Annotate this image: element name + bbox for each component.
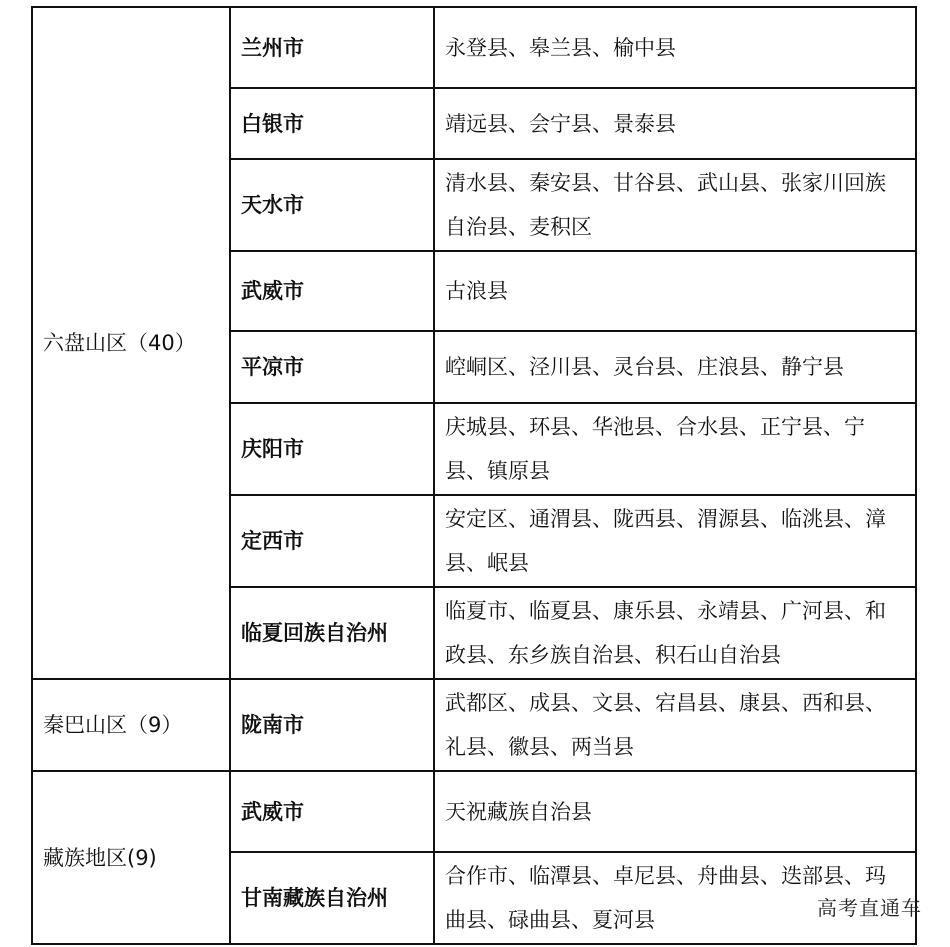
city-cell: 天水市	[230, 159, 434, 251]
city-cell: 庆阳市	[230, 403, 434, 495]
county-list-cell: 靖远县、会宁县、景泰县	[434, 88, 916, 159]
county-list-cell: 安定区、通渭县、陇西县、渭源县、临洮县、漳县、岷县	[434, 495, 916, 587]
poverty-county-table	[31, 6, 917, 945]
county-list-cell: 庆城县、环县、华池县、合水县、正宁县、宁县、镇原县	[434, 403, 916, 495]
city-cell: 兰州市	[230, 7, 434, 88]
region-cell: 六盘山区（40）	[32, 7, 230, 679]
city-cell: 甘南藏族自治州	[230, 852, 434, 944]
county-list-cell: 天祝藏族自治县	[434, 771, 916, 852]
county-list-cell: 合作市、临潭县、卓尼县、舟曲县、迭部县、玛曲县、碌曲县、夏河县	[434, 852, 916, 944]
city-cell: 定西市	[230, 495, 434, 587]
county-list-cell: 古浪县	[434, 251, 916, 331]
city-cell: 武威市	[230, 251, 434, 331]
table-row	[32, 7, 916, 88]
county-list-cell: 武都区、成县、文县、宕昌县、康县、西和县、礼县、徽县、两当县	[434, 679, 916, 771]
table-row	[32, 679, 916, 771]
city-cell: 白银市	[230, 88, 434, 159]
city-cell: 平凉市	[230, 331, 434, 403]
watermark: 高考直通车	[817, 896, 922, 920]
region-cell: 藏族地区(9)	[32, 771, 230, 944]
city-cell: 武威市	[230, 771, 434, 852]
county-list-cell: 清水县、秦安县、甘谷县、武山县、张家川回族自治县、麦积区	[434, 159, 916, 251]
county-list-cell: 永登县、皋兰县、榆中县	[434, 7, 916, 88]
city-cell: 陇南市	[230, 679, 434, 771]
region-cell: 秦巴山区（9）	[32, 679, 230, 771]
city-cell: 临夏回族自治州	[230, 587, 434, 679]
table-row	[32, 771, 916, 852]
county-list-cell: 崆峒区、泾川县、灵台县、庄浪县、静宁县	[434, 331, 916, 403]
county-list-cell: 临夏市、临夏县、康乐县、永靖县、广河县、和政县、东乡族自治县、积石山自治县	[434, 587, 916, 679]
